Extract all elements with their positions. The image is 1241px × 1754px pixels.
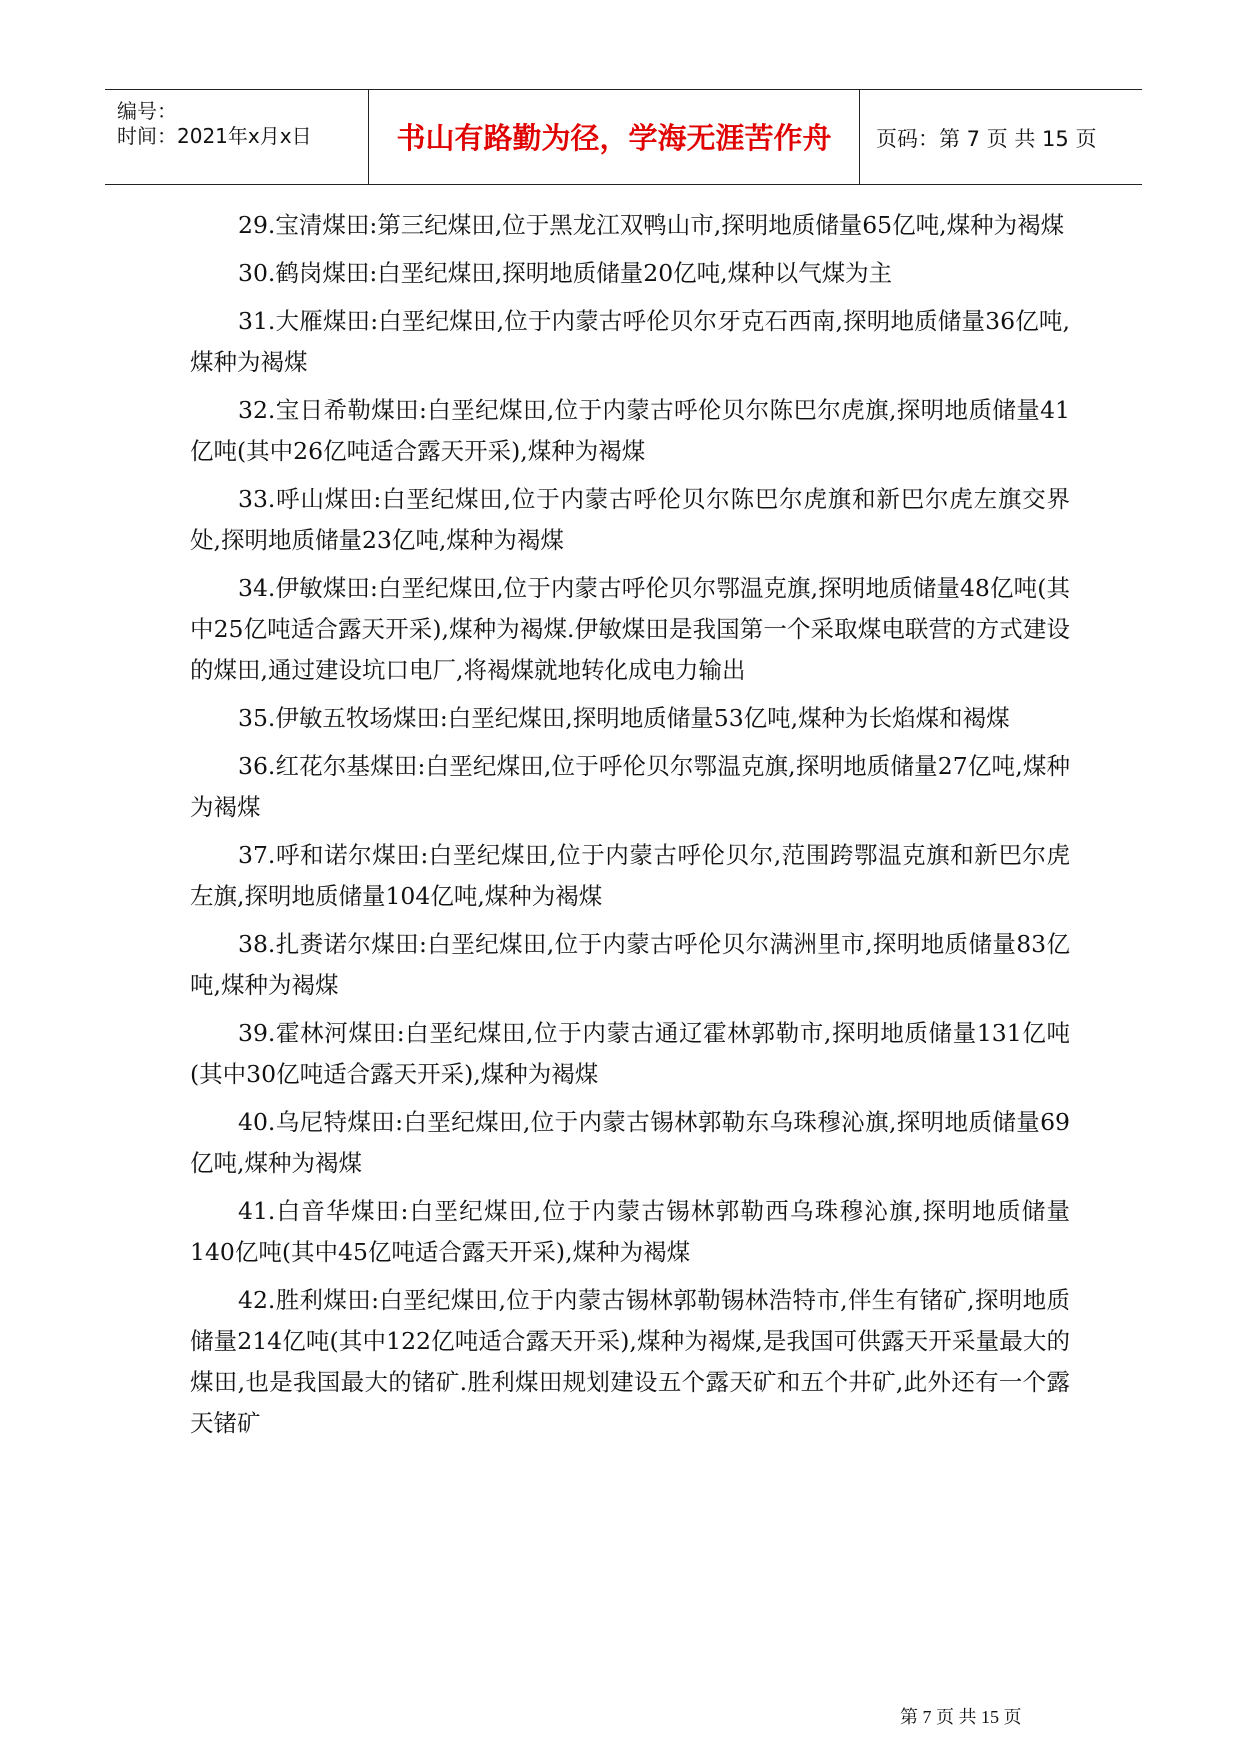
coalfield-entry-39: 39.霍林河煤田:白垩纪煤田,位于内蒙古通辽霍林郭勒市,探明地质储量131亿吨(其中30亿吨适合露天开采),煤种为褐煤 bbox=[190, 1019, 1070, 1088]
coalfield-entry-38: 38.扎赉诺尔煤田:白垩纪煤田,位于内蒙古呼伦贝尔满洲里市,探明地质储量83亿吨,煤种为褐煤 bbox=[190, 930, 1070, 999]
header-table bbox=[105, 89, 1142, 185]
header-meta-cell bbox=[105, 90, 368, 184]
coalfield-entry-42: 42.胜利煤田:白垩纪煤田,位于内蒙古锡林郭勒锡林浩特市,伴生有锗矿,探明地质储量214亿吨(其中122亿吨适合露天开采),煤种为褐煤,是我国可供露天开采量最大的煤田,也是我国最大的锗矿.胜利煤田规划建设五个露天矿和五个井矿,此外还有一个露天锗矿 bbox=[190, 1286, 1070, 1437]
coalfield-entry-35: 35.伊敏五牧场煤田:白垩纪煤田,探明地质储量53亿吨,煤种为长焰煤和褐煤 bbox=[238, 704, 1010, 732]
coalfield-entry-34: 34.伊敏煤田:白垩纪煤田,位于内蒙古呼伦贝尔鄂温克旗,探明地质储量48亿吨(其中25亿吨适合露天开采),煤种为褐煤.伊敏煤田是我国第一个采取煤电联营的方式建设的煤田,通过建设坑口电厂,将褐煤就地转化成电力输出 bbox=[190, 574, 1070, 684]
coalfield-entry-36: 36.红花尔基煤田:白垩纪煤田,位于呼伦贝尔鄂温克旗,探明地质储量27亿吨,煤种为褐煤 bbox=[190, 752, 1070, 821]
coalfield-entry-40: 40.乌尼特煤田:白垩纪煤田,位于内蒙古锡林郭勒东乌珠穆沁旗,探明地质储量69亿吨,煤种为褐煤 bbox=[190, 1108, 1070, 1177]
coalfield-entry-30: 30.鹤岗煤田:白垩纪煤田,探明地质储量20亿吨,煤种以气煤为主 bbox=[238, 259, 893, 287]
document-time-label: 时间：2021年x月x日 bbox=[117, 124, 312, 148]
document-body bbox=[190, 205, 1070, 1451]
document-number-label: 编号： bbox=[117, 99, 177, 123]
coalfield-entry-29: 29.宝清煤田:第三纪煤田,位于黑龙江双鸭山市,探明地质储量65亿吨,煤种为褐煤 bbox=[238, 211, 1065, 239]
coalfield-entry-31: 31.大雁煤田:白垩纪煤田,位于内蒙古呼伦贝尔牙克石西南,探明地质储量36亿吨,煤种为褐煤 bbox=[190, 307, 1070, 376]
coalfield-entry-41: 41.白音华煤田:白垩纪煤田,位于内蒙古锡林郭勒西乌珠穆沁旗,探明地质储量140亿吨(其中45亿吨适合露天开采),煤种为褐煤 bbox=[190, 1197, 1070, 1266]
header-motto-cell bbox=[368, 90, 860, 184]
header-page-number: 页码：第 7 页 共 15 页 bbox=[876, 127, 1097, 151]
header-page-cell bbox=[860, 90, 1142, 184]
header-motto: 书山有路勤为径，学海无涯苦作舟 bbox=[396, 121, 832, 155]
page-footer: 第 7 页 共 15 页 bbox=[900, 1707, 1022, 1727]
coalfield-entry-32: 32.宝日希勒煤田:白垩纪煤田,位于内蒙古呼伦贝尔陈巴尔虎旗,探明地质储量41亿吨(其中26亿吨适合露天开采),煤种为褐煤 bbox=[190, 396, 1070, 465]
coalfield-entry-37: 37.呼和诺尔煤田:白垩纪煤田,位于内蒙古呼伦贝尔,范围跨鄂温克旗和新巴尔虎左旗,探明地质储量104亿吨,煤种为褐煤 bbox=[190, 841, 1070, 910]
coalfield-entry-33: 33.呼山煤田:白垩纪煤田,位于内蒙古呼伦贝尔陈巴尔虎旗和新巴尔虎左旗交界处,探明地质储量23亿吨,煤种为褐煤 bbox=[190, 485, 1070, 554]
